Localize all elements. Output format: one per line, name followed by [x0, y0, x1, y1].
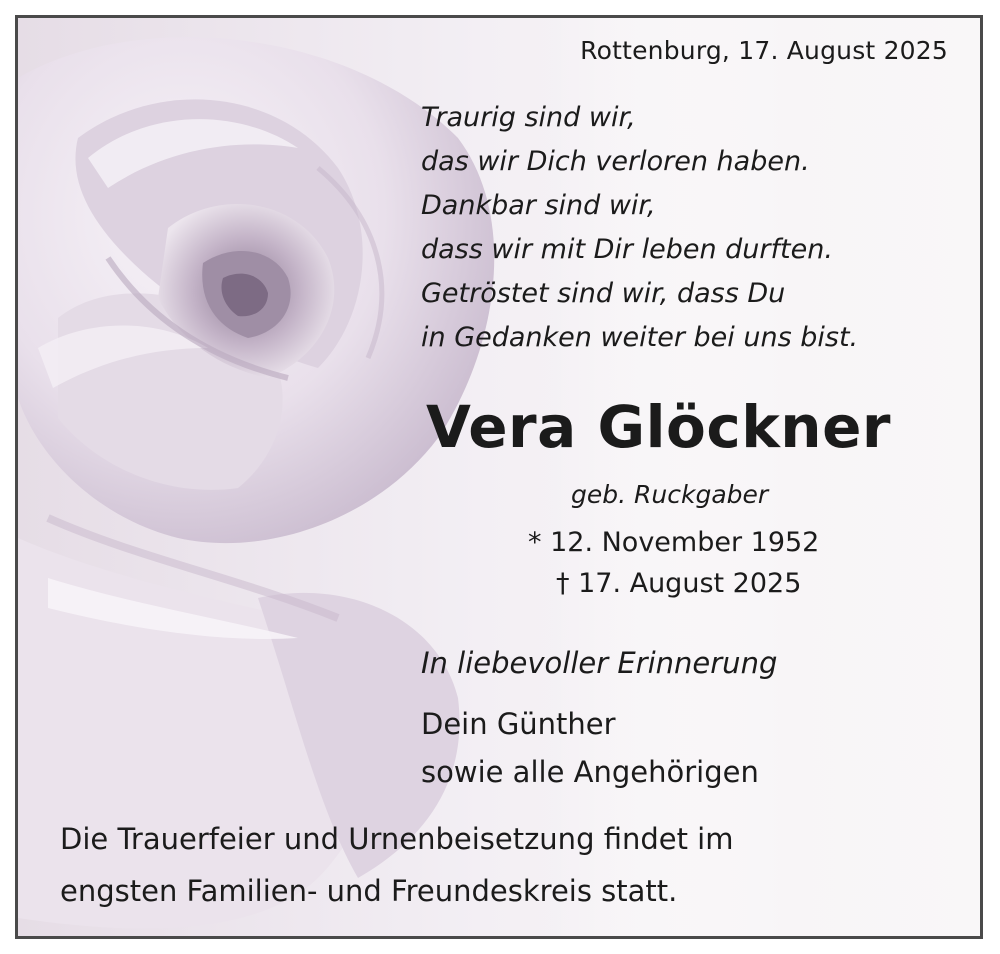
- poem-line: dass wir mit Dir leben durften.: [421, 234, 833, 265]
- poem-line: Getröstet sind wir, dass Du: [421, 278, 786, 309]
- signer-line: Dein Günther: [421, 707, 616, 741]
- maiden-name: geb. Ruckgaber: [571, 480, 769, 509]
- obituary-card: [15, 15, 983, 939]
- signer-line: sowie alle Angehörigen: [421, 755, 759, 789]
- poem: [421, 96, 858, 360]
- notice-line: engsten Familien- und Freundeskreis statt.: [60, 874, 678, 908]
- remembrance-line: In liebevoller Erinnerung: [421, 646, 778, 680]
- birth-date: * 12. November 1952: [528, 527, 820, 558]
- poem-line: Traurig sind wir,: [421, 102, 636, 133]
- funeral-notice: [60, 813, 734, 917]
- notice-line: Die Trauerfeier und Urnenbeisetzung findet im: [60, 822, 734, 856]
- poem-line: in Gedanken weiter bei uns bist.: [421, 322, 859, 353]
- deceased-name: Vera Glöckner: [426, 393, 892, 461]
- poem-line: Dankbar sind wir,: [421, 190, 656, 221]
- death-date: † 17. August 2025: [556, 568, 802, 599]
- poem-line: das wir Dich verloren haben.: [421, 146, 810, 177]
- signers: [421, 700, 759, 796]
- place-and-date: Rottenburg, 17. August 2025: [580, 36, 948, 65]
